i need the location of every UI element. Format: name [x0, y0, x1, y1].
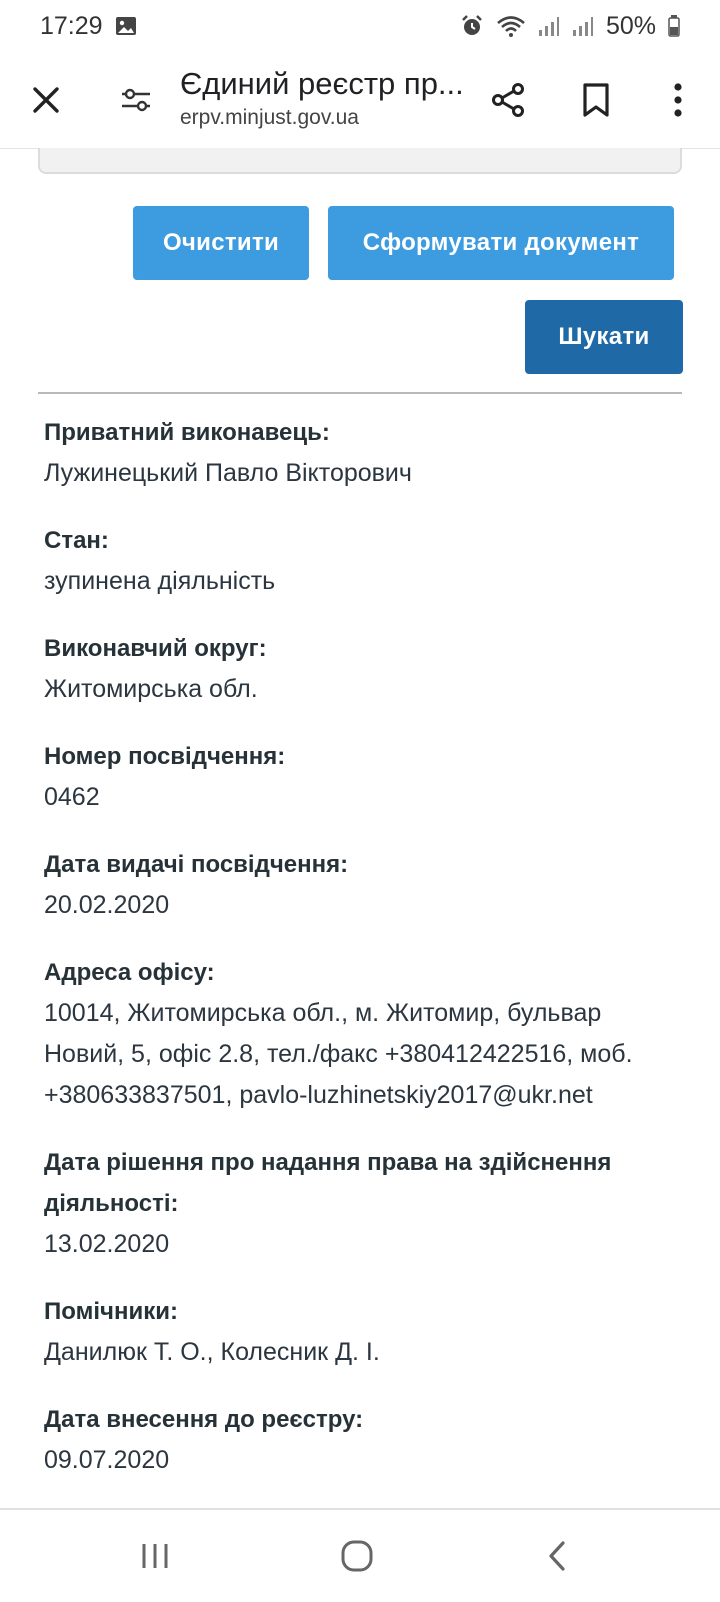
- wifi-icon: [496, 14, 526, 38]
- signal-icon: [572, 15, 594, 37]
- search-input[interactable]: [38, 148, 682, 174]
- field-district: [44, 628, 684, 710]
- field-label: Дата рішення про надання права на здійснення діяльності:: [44, 1149, 612, 1217]
- status-time: 17:29: [40, 11, 103, 40]
- field-value: Житомирська обл.: [44, 675, 258, 703]
- field-label: Дата внесення до реєстру:: [44, 1406, 364, 1433]
- recent-apps-icon[interactable]: [120, 1528, 190, 1584]
- field-executor: [44, 412, 684, 494]
- close-icon[interactable]: [18, 72, 74, 128]
- field-certificate-number: [44, 736, 684, 818]
- field-value: зупинена діяльність: [44, 567, 276, 595]
- field-value: 10014, Житомирська обл., м. Житомир, бульвар Новий, 5, офіс 2.8, тел./факс +380412422516, моб. +380633837501, pavlo-luzhinetskiy2017@ukr.net: [44, 999, 633, 1109]
- field-value: 13.02.2020: [44, 1230, 170, 1258]
- field-label: Помічники:: [44, 1298, 178, 1325]
- form-document-button[interactable]: Сформувати документ: [328, 206, 674, 280]
- field-certificate-date: [44, 844, 684, 926]
- browser-toolbar: [0, 52, 720, 149]
- system-nav-bar: [0, 1508, 720, 1602]
- image-icon: [115, 16, 137, 36]
- site-settings-icon[interactable]: [108, 72, 164, 128]
- alarm-icon: [460, 14, 484, 38]
- field-assistants: [44, 1291, 684, 1373]
- field-value: Лужинецький Павло Вікторович: [44, 459, 412, 487]
- page-title: Єдиний реєстр пр...: [180, 66, 464, 101]
- signal-icon: [538, 15, 560, 37]
- field-label: Номер посвідчення:: [44, 743, 286, 770]
- field-value: Данилюк Т. О., Колесник Д. І.: [44, 1338, 380, 1366]
- field-status: [44, 520, 684, 602]
- back-icon[interactable]: [522, 1528, 592, 1584]
- field-label: Адреса офісу:: [44, 959, 215, 986]
- page-url: erpv.minjust.gov.ua: [180, 106, 359, 129]
- field-value: 0462: [44, 783, 100, 811]
- field-label: Дата видачі посвідчення:: [44, 851, 349, 878]
- page-title-area[interactable]: [180, 64, 470, 130]
- clear-button[interactable]: Очистити: [133, 206, 309, 280]
- field-office-address: [44, 952, 684, 1116]
- share-icon[interactable]: [480, 72, 536, 128]
- battery-icon: [668, 15, 680, 37]
- battery-percent: 50%: [605, 11, 656, 40]
- field-value: 09.07.2020: [44, 1446, 170, 1474]
- field-decision-date: [44, 1142, 684, 1265]
- field-label: Приватний виконавець:: [44, 419, 330, 446]
- divider: [38, 392, 682, 394]
- more-vert-icon[interactable]: [650, 72, 706, 128]
- field-value: 20.02.2020: [44, 891, 170, 919]
- field-label: Стан:: [44, 527, 109, 554]
- field-label: Виконавчий округ:: [44, 635, 267, 662]
- field-registry-date: [44, 1399, 684, 1481]
- home-icon[interactable]: [322, 1528, 392, 1584]
- status-bar: [0, 0, 720, 52]
- record-details: [44, 412, 684, 1507]
- search-button[interactable]: Шукати: [525, 300, 683, 374]
- bookmark-icon[interactable]: [568, 72, 624, 128]
